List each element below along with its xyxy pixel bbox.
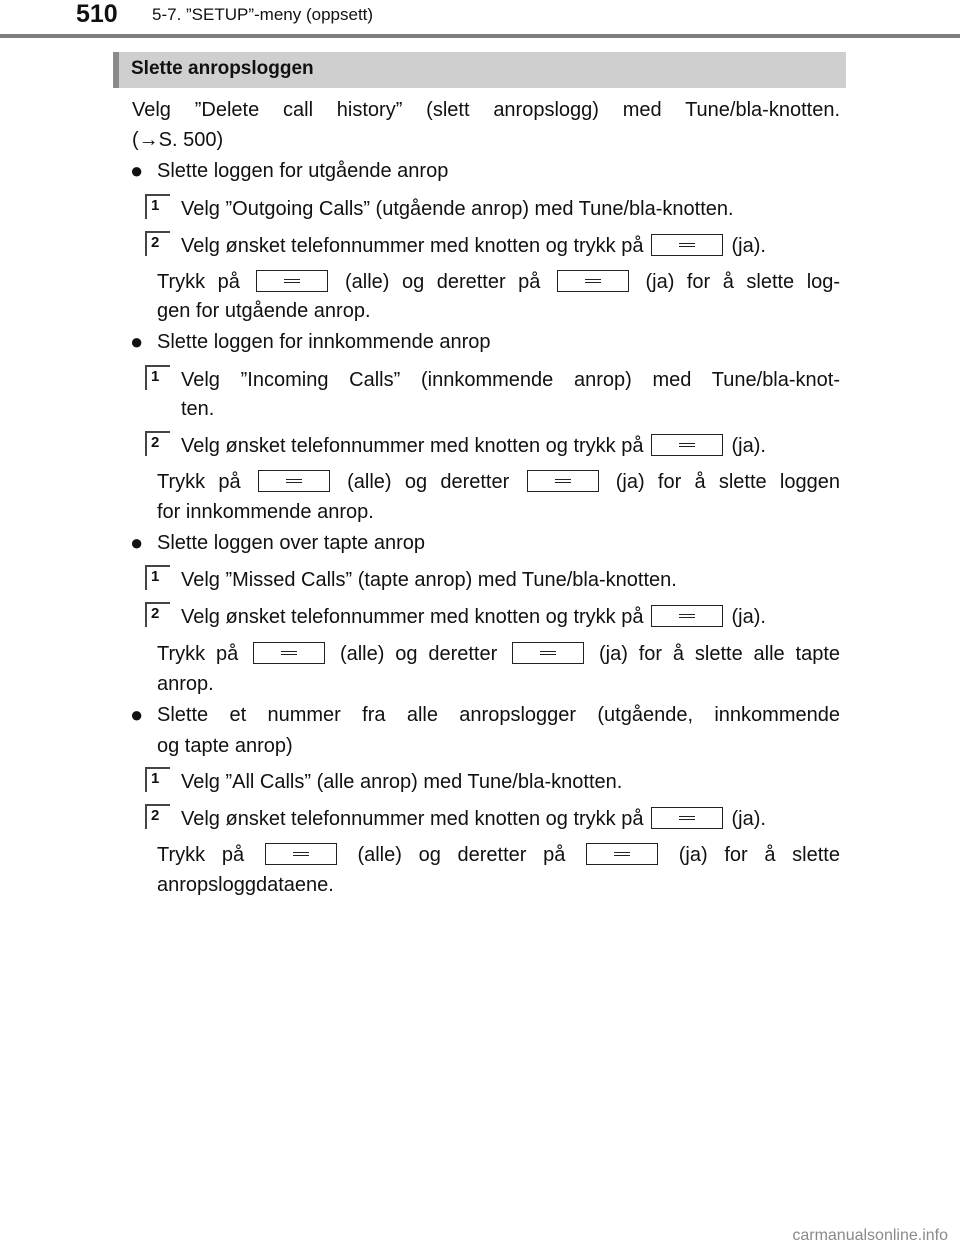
bullet-title: Slette loggen for utgående anrop <box>157 160 449 182</box>
watermark: carmanualsonline.info <box>792 1227 948 1244</box>
step-text: ten. <box>181 398 215 420</box>
step-number-2-icon: 2 <box>145 431 170 456</box>
step-text: Velg ”Missed Calls” (tapte anrop) med Tune/bla-knotten. <box>181 569 677 591</box>
yes-button-icon <box>512 642 584 664</box>
yes-button-icon <box>557 270 629 292</box>
note-text: Trykk på (alle) og deretter (ja) for å slette alle tapte <box>157 643 841 665</box>
bullet-title: Slette loggen for innkommende anrop <box>157 331 491 353</box>
bullet-title: Slette et nummer fra alle anropslogger (utgående, innkommende <box>157 704 840 726</box>
bullet-icon: ● <box>130 530 144 555</box>
step-number-1-icon: 1 <box>145 565 170 590</box>
yes-button-icon <box>651 234 723 256</box>
note-text: Trykk på (alle) og deretter på (ja) for å slette <box>157 844 840 866</box>
step-number-2-icon: 2 <box>145 231 170 256</box>
step-text: Velg ”Incoming Calls” (innkommende anrop) med Tune/bla-knot- <box>181 369 840 391</box>
section-title: Slette anropsloggen <box>131 58 314 79</box>
all-button-icon <box>265 843 337 865</box>
step-number-1-icon: 1 <box>145 194 170 219</box>
note-text: Trykk på (alle) og deretter (ja) for å slette loggen <box>157 471 840 493</box>
note-text: anrop. <box>157 673 214 695</box>
step-number-2-icon: 2 <box>145 804 170 829</box>
note-text: anropsloggdataene. <box>157 874 334 896</box>
bullet-icon: ● <box>130 329 144 354</box>
yes-button-icon <box>527 470 599 492</box>
step-text: Velg ”All Calls” (alle anrop) med Tune/bla-knotten. <box>181 771 623 793</box>
step-text: Velg ønsket telefonnummer med knotten og trykk på (ja). <box>181 235 766 257</box>
intro-text: Velg ”Delete call history” (slett anropslogg) med Tune/bla-knotten. <box>132 99 840 121</box>
bullet-icon: ● <box>130 158 144 183</box>
bullet-icon: ● <box>130 702 144 727</box>
step-text: Velg ønsket telefonnummer med knotten og trykk på (ja). <box>181 435 766 457</box>
header-divider <box>0 34 960 38</box>
step-text: Velg ”Outgoing Calls” (utgående anrop) med Tune/bla-knotten. <box>181 198 734 220</box>
page-number: 510 <box>76 0 118 28</box>
note-text: for innkommende anrop. <box>157 501 374 523</box>
chapter-title: 5-7. ”SETUP”-meny (oppsett) <box>152 5 374 24</box>
all-button-icon <box>258 470 330 492</box>
step-number-2-icon: 2 <box>145 602 170 627</box>
all-button-icon <box>256 270 328 292</box>
yes-button-icon <box>651 605 723 627</box>
step-text: Velg ønsket telefonnummer med knotten og trykk på (ja). <box>181 808 766 830</box>
note-text: Trykk på (alle) og deretter på (ja) for å slette log- <box>157 271 841 293</box>
yes-button-icon <box>651 434 723 456</box>
page-reference-link[interactable]: (→S. 500) <box>132 129 224 151</box>
yes-button-icon <box>586 843 658 865</box>
bullet-title: Slette loggen over tapte anrop <box>157 532 425 554</box>
all-button-icon <box>253 642 325 664</box>
step-number-1-icon: 1 <box>145 365 170 390</box>
bullet-title: og tapte anrop) <box>157 735 293 757</box>
step-text: Velg ønsket telefonnummer med knotten og trykk på (ja). <box>181 606 766 628</box>
yes-button-icon <box>651 807 723 829</box>
section-heading <box>113 52 846 88</box>
step-number-1-icon: 1 <box>145 767 170 792</box>
note-text: gen for utgående anrop. <box>157 300 371 322</box>
